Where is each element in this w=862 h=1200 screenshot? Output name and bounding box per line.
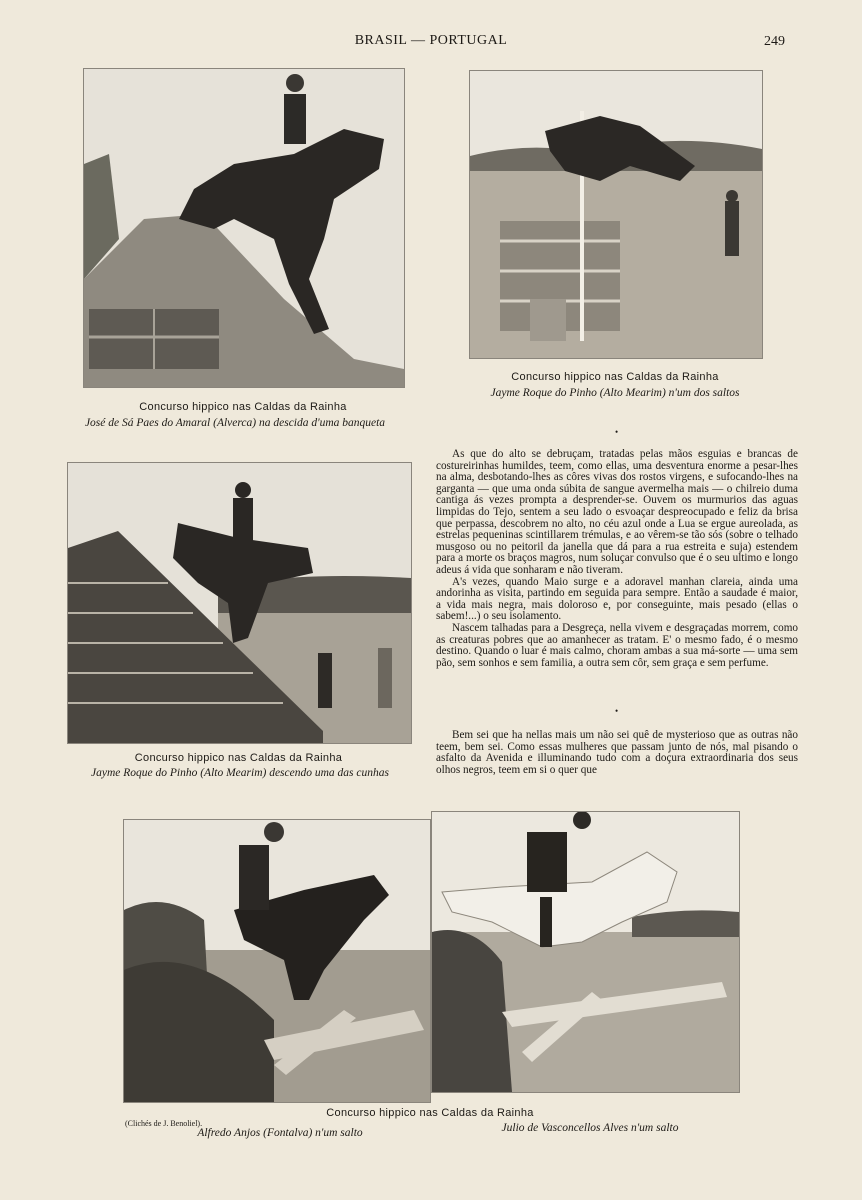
article-paragraph: Nascem talhadas para a Desgreça, nella vivem e desgraçadas morrem, como as creaturas pobres que ao amanhecer as tratam. E' o mesmo fado, é o mesmo destino. Quando o luar é mais calmo, choram ambas a sua má-sorte — uma sem pão, sem sonhos e sem familia, a outra sem côr, sem graça e sem perfume. [436,621,798,669]
photo-horse-descending-bank [83,68,405,388]
photo-horse-jumping-fence [469,70,763,359]
page-number: 249 [764,34,785,49]
caption-title-photo2: Concurso hippico nas Caldas da Rainha [511,371,719,383]
article-paragraph: A's vezes, quando Maio surge e a adoravel manhan clareia, ainda uma andorinha as visita, partindo em seguida para sempre. Então a saudade é maior, a vida mais negra, mais doloroso e, por conseguinte, mais pesado (ellas o sabem!...) o seu isolamento. [436,575,798,623]
photo-credit: (Clichés de J. Benoliel). [125,1119,203,1128]
article-paragraph: As que do alto se debruçam, tratadas pelas mãos esguias e brancas de costureirinhas humildes, teem, como ellas, uma desventura enorme a pesar-lhes na alma, desbotando-lhes as côres vivas dos rostos virgens, e sufocando-lhes na garganta — que uma onda súbita de sangue avermelha mais — o chilreio duma cantiga ás vezes prompta a desprender-se. Ouvem os murmurios das aguas limpidas do Tejo, sentem a seu lado o esvoaçar despreocupado e feliz da brisa que perpassa, descobrem no alto, no céu azul onde a Lua se ergue aureolada, as estrelas pequeninas scintillarem trémulas, e ao vêrem-se tão sós (sobre o telhado musgoso ou no peitoril da janella que dá para a rua estreita e suja) estendem para a morte os braços magros, num soluçar convulso que é o seu ultimo e longo adeus á vida que sonharam e não tiveram. [436,448,798,576]
photo-white-horse-jump [431,811,740,1093]
caption-subtitle-bottom-left: Alfredo Anjos (Fontalva) n'um salto [197,1127,363,1139]
caption-subtitle-photo1: José de Sá Paes do Amaral (Alverca) na descida d'uma banqueta [84,417,386,429]
section-separator: • [615,427,619,437]
caption-subtitle-photo3: Jayme Roque do Pinho (Alto Mearim) descendo uma das cunhas [91,767,389,779]
photo-horse-descending-wedge [67,462,412,744]
article-paragraph: Bem sei que ha nellas mais um não sei quê de mysterioso que as outras não teem, bem sei. Como essas mulheres que passam junto de nós, mal pisando o asfalto da Avenida e illuminando tudo com a doçura extraordinaria dos seus olhos negros, teem em si o quer que [436,729,798,776]
section-separator: • [615,706,619,716]
caption-title-bottom: Concurso hippico nas Caldas da Rainha [326,1107,534,1119]
article-section-1 [436,449,798,669]
caption-subtitle-bottom-right: Julio de Vasconcellos Alves n'um salto [501,1122,679,1134]
photo-dark-horse-jump [123,819,431,1103]
running-title: BRASIL — PORTUGAL [354,33,508,48]
caption-title-photo1: Concurso hippico nas Caldas da Rainha [139,401,347,413]
caption-subtitle-photo2: Jayme Roque do Pinho (Alto Mearim) n'um dos saltos [490,387,740,399]
article-section-2 [436,730,798,776]
caption-title-photo3: Concurso hippico nas Caldas da Rainha [134,752,343,764]
